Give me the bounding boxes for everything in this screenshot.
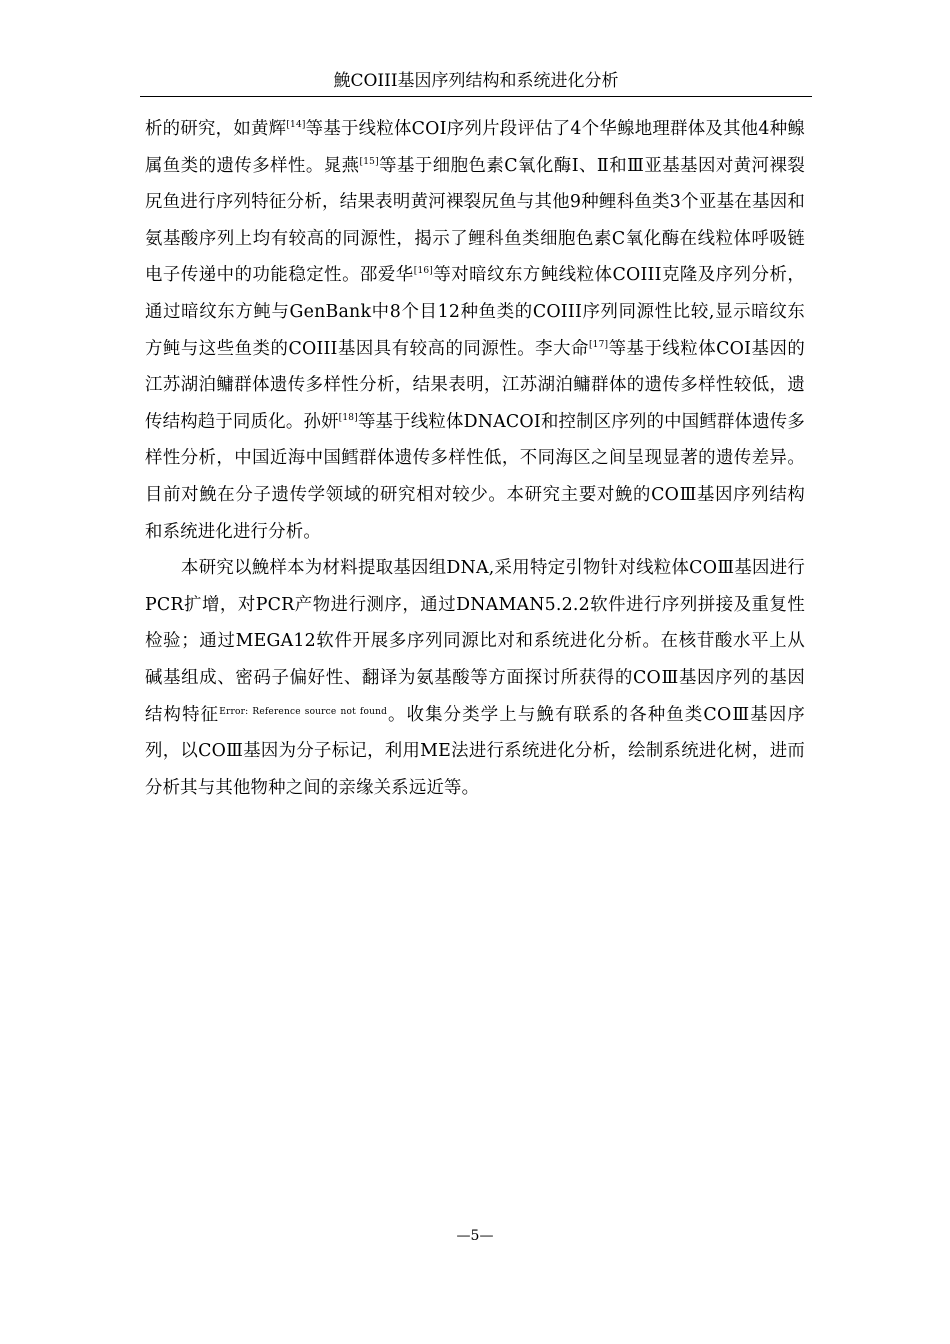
- text-run: 等基于线粒体DNACOI和控制区序列的中国鳕群体遗传多样性分析，中国近海中国鳕群体遗传多样性低，不同海区之间呈现显著的遗传差异。目前对鮸在分子遗传学领域的研究相对较少。本研究主要对鮸的COⅢ基因序列结构和系统进化进行分析。: [145, 411, 805, 542]
- page-number: —5—: [456, 1228, 494, 1244]
- citation-ref: [18]: [338, 412, 358, 423]
- text-run: 等基于线粒体COI序列片段评估了4个华鳈地理群体及其他4种鳈属鱼类的遗传多样性。晁燕: [145, 119, 805, 176]
- running-header: 鮸COIII基因序列结构和系统进化分析: [140, 66, 812, 97]
- citation-ref: [14]: [286, 120, 306, 130]
- reference-error: Error: Reference source not found: [219, 706, 388, 717]
- citation-ref: [16]: [413, 266, 434, 277]
- citation-ref: [17]: [588, 339, 609, 350]
- text-run: 等基于线粒体COI基因的江苏湖泊鳙群体遗传多样性分析，结果表明，江苏湖泊鳙群体的遗传多样性较低，遗传结构趋于同质化。孙妍: [145, 338, 805, 432]
- citation-ref: [15]: [359, 156, 379, 167]
- paragraph-study-methods: [145, 550, 805, 806]
- text-run: 等对暗纹东方鲀线粒体COIII克隆及序列分析，通过暗纹东方鲀与GenBank中8个目12种鱼类的COIII序列同源性比较,显示暗纹东方鲀与这些鱼类的COIII基因具有较高的同源性。李大命: [145, 265, 805, 359]
- body-text: [145, 111, 805, 806]
- text-run: 。收集分类学上与鮸有联系的各种鱼类COⅢ基因序列，以COⅢ基因为分子标记，利用ME法进行系统进化分析，绘制系统进化树，进而分析其与其他物种之间的亲缘关系远近等。: [145, 704, 805, 798]
- text-run: 等基于细胞色素C氧化酶Ⅰ、Ⅱ和Ⅲ亚基基因对黄河裸裂尻鱼进行序列特征分析，结果表明黄河裸裂尻鱼与其他9种鲤科鱼类3个亚基在基因和氨基酸序列上均有较高的同源性，揭示了鲤科鱼类细胞色素C氧化酶在线粒体呼吸链电子传递中的功能稳定性。邵爱华: [145, 155, 805, 286]
- paragraph-literature-review: [145, 111, 805, 550]
- text-run: 本研究以鮸样本为材料提取基因组DNA,采用特定引物针对线粒体COⅢ基因进行PCR扩增，对PCR产物进行测序，通过DNAMAN5.2.2软件进行序列拼接及重复性检验；通过MEGA12软件开展多序列同源比对和系统进化分析。在核苷酸水平上从碱基组成、密码子偏好性、翻译为氨基酸等方面探讨所获得的COⅢ基因序列的基因结构特征: [145, 558, 805, 725]
- text-run: 析的研究，如黄辉: [145, 119, 287, 139]
